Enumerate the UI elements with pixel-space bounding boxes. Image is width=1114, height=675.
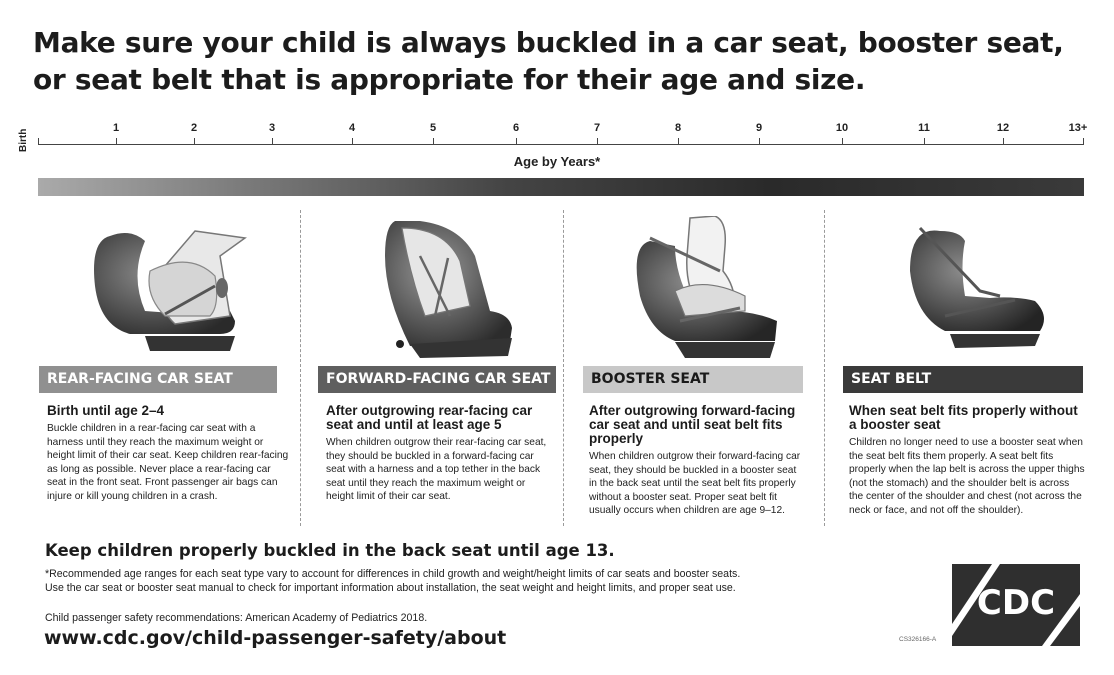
timeline-tick-label: 11 bbox=[918, 122, 930, 134]
stage-card-forward-facing bbox=[326, 404, 548, 504]
timeline-tick bbox=[194, 138, 195, 145]
booster-seat-illustration bbox=[585, 210, 825, 366]
timeline-tick bbox=[842, 138, 843, 145]
cdc-url-link[interactable]: www.cdc.gov/child-passenger-safety/about bbox=[44, 627, 507, 649]
timeline-tick bbox=[678, 138, 679, 145]
stage-label-rear-facing: REAR-FACING CAR SEAT bbox=[39, 366, 277, 393]
stage-heading: When seat belt fits properly without a booster seat bbox=[849, 403, 1078, 432]
timeline-tick-birth bbox=[38, 138, 39, 145]
forward-facing-seat-illustration bbox=[320, 210, 560, 366]
timeline-tick-label: 6 bbox=[512, 122, 520, 134]
age-gradient-bar bbox=[38, 178, 1084, 196]
timeline-tick-label: 9 bbox=[755, 122, 763, 134]
stage-label-booster: BOOSTER SEAT bbox=[583, 366, 803, 393]
timeline-tick bbox=[1003, 138, 1004, 145]
cdc-logo bbox=[952, 564, 1080, 646]
timeline-tick-label: 7 bbox=[593, 122, 601, 134]
seat-belt-illustration bbox=[845, 210, 1085, 366]
rear-facing-seat-illustration bbox=[50, 210, 290, 366]
timeline-birth-label: Birth bbox=[18, 128, 29, 152]
stage-card-booster bbox=[589, 404, 805, 518]
stage-description: When children outgrow their rear-facing car seat, they should be buckled in a forward-facing car seat with a harness and a top tether in the back seat until they reach the maximum weight or height limit of their car seat. bbox=[326, 437, 547, 503]
timeline-axis-title: Age by Years* bbox=[513, 154, 601, 169]
timeline-tick-label: 10 bbox=[835, 122, 849, 134]
timeline-tick bbox=[433, 138, 434, 145]
timeline-tick-label: 5 bbox=[429, 122, 437, 134]
document-code: CS326166-A bbox=[899, 636, 937, 643]
rear-facing-car-seat-icon bbox=[70, 216, 270, 366]
source-citation: Child passenger safety recommendations: American Academy of Pediatrics 2018. bbox=[45, 612, 428, 624]
footnote-line: Use the car seat or booster seat manual to check for important information about installation, the seat weight and height limits, and proper seat use. bbox=[45, 581, 736, 594]
timeline-tick bbox=[597, 138, 598, 145]
timeline-tick-label: 4 bbox=[348, 122, 356, 134]
stage-label-forward-facing: FORWARD-FACING CAR SEAT bbox=[318, 366, 556, 393]
timeline-tick-label: 1 bbox=[112, 122, 120, 134]
stage-description: Buckle children in a rear-facing car seat with a harness until they reach the maximum weight or height limit of their car seat. Keep children rear-facing as long as possible. Never place a rear-facing car seat in the front seat. Front passenger air bags can injure or kill young children in a crash. bbox=[47, 423, 289, 502]
footnote bbox=[45, 568, 875, 595]
stage-heading: After outgrowing forward-facing car seat and until seat belt fits properly bbox=[589, 403, 796, 446]
stage-description: Children no longer need to use a booster seat when the seat belt fits them properly. A seat belt fits properly when the lap belt is across the upper thighs (not the stomach) and the shoulder belt is across the center of the shoulder and chest (not across the neck or face, and not off the shoulder). bbox=[849, 437, 1085, 516]
timeline-tick bbox=[352, 138, 353, 145]
page-title: Make sure your child is always buckled in a car seat, booster seat, or seat belt that is appropriate for their age and size. bbox=[33, 26, 1064, 96]
stage-label-seat-belt: SEAT BELT bbox=[843, 366, 1083, 393]
stage-divider bbox=[300, 210, 301, 526]
timeline-tick bbox=[272, 138, 273, 145]
timeline-tick bbox=[759, 138, 760, 145]
timeline-tick bbox=[1083, 138, 1084, 145]
timeline-tick-label: 8 bbox=[674, 122, 682, 134]
timeline-tick-label: 3 bbox=[268, 122, 276, 134]
booster-seat-icon bbox=[605, 216, 805, 366]
footnote-line: *Recommended age ranges for each seat type vary to account for differences in child growth and weight/height limits of car seats and booster seats. bbox=[45, 568, 741, 580]
timeline-tick-label: 13+ bbox=[1068, 122, 1088, 134]
timeline-tick-label: 12 bbox=[996, 122, 1010, 134]
back-seat-message: Keep children properly buckled in the back seat until age 13. bbox=[45, 541, 615, 560]
stage-card-rear-facing bbox=[47, 404, 289, 504]
stage-heading: Birth until age 2–4 bbox=[47, 403, 165, 418]
timeline-tick bbox=[116, 138, 117, 145]
stage-card-seat-belt bbox=[849, 404, 1085, 518]
stage-description: When children outgrow their forward-facing car seat, they should be buckled in a booster seat in the back seat until the seat belt fits properly without a booster seat. Proper seat belt fit usually occurs when children are age 9–12. bbox=[589, 451, 801, 517]
timeline-tick bbox=[516, 138, 517, 145]
age-timeline bbox=[0, 118, 1114, 178]
cdc-logo-text: CDC bbox=[976, 583, 1056, 623]
stage-heading: After outgrowing rear-facing car seat and until at least age 5 bbox=[326, 403, 533, 432]
stage-divider bbox=[563, 210, 564, 526]
seat-belt-icon bbox=[865, 216, 1065, 366]
timeline-tick-label: 2 bbox=[190, 122, 198, 134]
forward-facing-car-seat-icon bbox=[340, 216, 540, 366]
timeline-tick bbox=[924, 138, 925, 145]
